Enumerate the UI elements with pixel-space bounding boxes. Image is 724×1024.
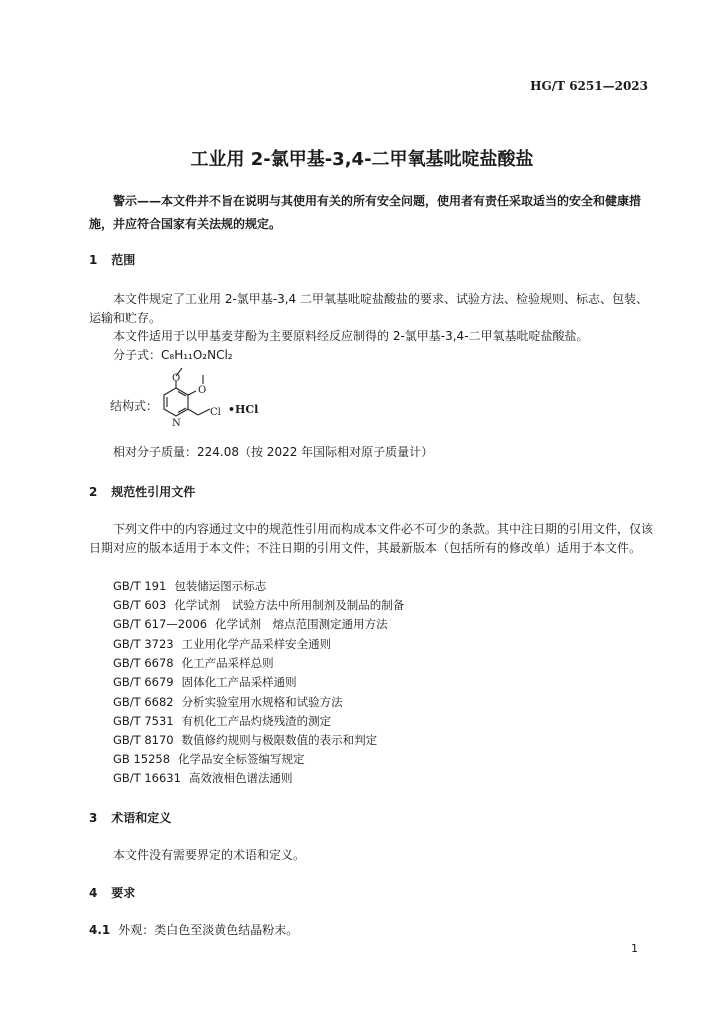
reference-item [113,616,388,632]
section-title: 规范性引用文件 [111,485,196,499]
clause-number: 4.1 [89,923,111,937]
section-4-heading [89,884,135,901]
reference-item [113,751,305,767]
reference-title: 化学试剂 试验方法中所用制剂及制品的制备 [174,598,405,612]
reference-item [113,694,343,710]
reference-item [113,597,404,613]
reference-item [113,732,377,748]
reference-code: GB/T 3723 [113,637,174,651]
section-1-heading [89,251,135,268]
reference-title: 工业用化学产品采样安全通则 [181,637,332,651]
reference-title: 包装储运图示标志 [174,579,267,593]
reference-item [113,636,331,652]
section-2-heading [89,483,195,500]
reference-code: GB/T 6682 [113,695,174,709]
reference-title: 有机化工产品灼烧残渣的测定 [181,714,332,728]
document-title: 工业用 2-氯甲基-3,4-二甲氧基吡啶盐酸盐 [190,149,534,170]
reference-item [113,674,297,690]
chlorine-atom: Cl [210,407,221,418]
reference-code: GB/T 7531 [113,714,174,728]
section-title: 术语和定义 [111,811,172,825]
section-title: 范围 [111,253,136,267]
clause-text: 外观：类白色至淡黄色结晶粉末。 [118,923,299,937]
section-number: 3 [89,811,98,825]
reference-code: GB/T 6679 [113,675,174,689]
section-title: 要求 [111,886,136,900]
terms-paragraph: 本文件没有需要界定的术语和定义。 [113,848,306,862]
section-number: 1 [89,253,98,267]
reference-title: 化工产品采样总则 [181,656,274,670]
scope-paragraph-2: 本文件适用于以甲基麦芽酚为主要原料经反应制得的 2-氯甲基-3,4-二甲氧基吡啶盐酸盐。 [113,329,589,343]
warning-paragraph: 警示——本文件并不旨在说明与其使用有关的所有安全问题，使用者有责任采取适当的安全和健康措施，并应符合国家有关法规的规定。 [89,194,642,231]
reference-code: GB 15258 [113,752,171,766]
reference-title: 数值修约规则与极限数值的表示和判定 [181,733,378,747]
reference-code: GB/T 6678 [113,656,174,670]
reference-title: 高效液相色谱法通则 [188,771,293,785]
normative-intro: 下列文件中的内容通过文中的规范性引用而构成本文件必不可少的条款。其中注日期的引用文件，仅该日期对应的版本适用于本文件；不注日期的引用文件，其最新版本（包括所有的修改单）适用于本文件。 [89,522,654,555]
formula-value: C₈H₁₁O₂NCl₂ [161,348,233,362]
reference-item [113,770,292,786]
reference-item [113,655,274,671]
oxygen-atom-1: O [172,373,181,384]
page-number: 1 [631,942,638,955]
reference-code: GB/T 16631 [113,771,181,785]
section-3-heading [89,809,171,826]
reference-title: 固体化工产品采样通则 [181,675,297,689]
reference-code: GB/T 603 [113,598,167,612]
requirement-4-1 [89,921,298,940]
structure-label: 结构式： [110,399,159,413]
reference-item [113,578,266,594]
section-number: 4 [89,886,98,900]
scope-paragraph-1: 本文件规定了工业用 2-氯甲基-3,4 二甲氧基吡啶盐酸盐的要求、试验方法、检验规则、标志、包装、运输和贮存。 [89,292,649,325]
section-number: 2 [89,485,98,499]
reference-title: 分析实验室用水规格和试验方法 [181,695,343,709]
oxygen-atom-2: O [198,385,207,396]
reference-code: GB/T 191 [113,579,167,593]
standard-code: HG/T 6251—2023 [530,79,648,93]
nitrogen-atom: N [172,418,181,429]
reference-title: 化学品安全标签编写规定 [178,752,305,766]
hcl-label: •HCl [228,403,259,416]
structural-formula-image [150,363,230,438]
pyridine-ring [164,388,188,416]
formula-label: 分子式： [113,348,162,362]
reference-item [113,713,331,729]
reference-code: GB/T 8170 [113,733,174,747]
reference-code: GB/T 617—2006 [113,617,208,631]
reference-title: 化学试剂 熔点范围测定通用方法 [215,617,388,631]
molecular-weight: 相对分子质量：224.08（按 2022 年国际相对原子质量计） [113,445,434,459]
